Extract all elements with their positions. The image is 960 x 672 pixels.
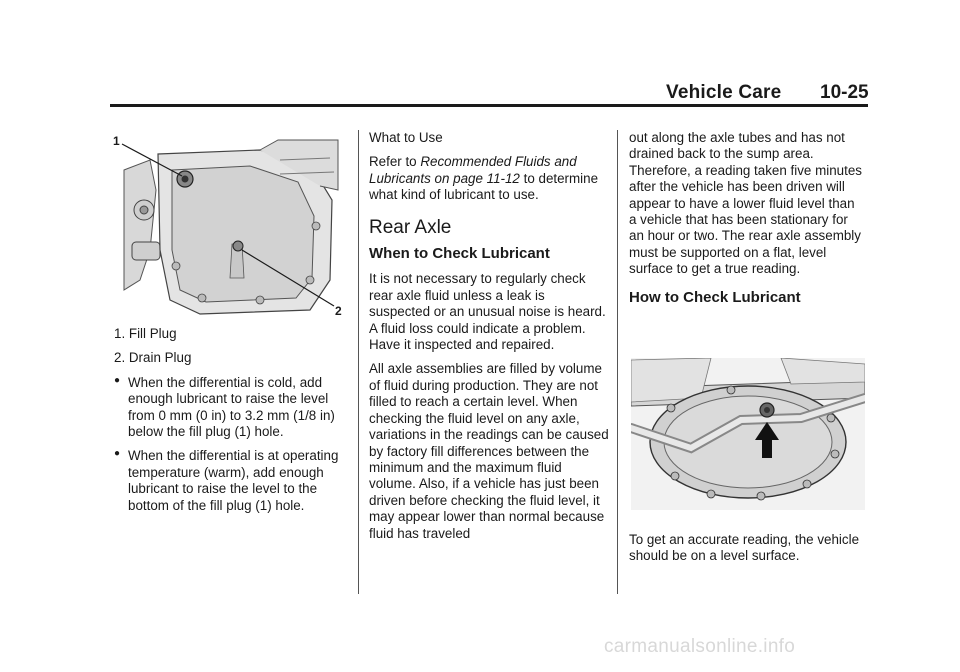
refer-prefix: Refer to <box>369 154 421 170</box>
bullet-text: When the differential is cold, add enough lubricant to raise the level from 0 mm (0 in) to 3.2 mm (1/8 in) below the fill plug (1) hole. <box>128 374 335 440</box>
bullet-dot: ● <box>114 374 121 386</box>
paragraph-continued: out along the axle tubes and has not drained back to the sump area. Therefore, a reading taken five minutes after the vehicle has been driven will appear to have a lower fluid level than a vehicle that has been stationary for an hour or two. The rear axle assembly must be supported on a flat, level surface to get a true reading. <box>629 130 862 277</box>
refer-link[interactable]: Recommended Fluids and Lubricants on page 11-12 <box>369 154 577 186</box>
figure-callout-1: 1 <box>113 134 120 148</box>
rear-axle-cover-illustration <box>631 358 865 510</box>
paragraph-axle-assemblies: All axle assemblies are filled by volume of fluid during production. They are not filled to reach a certain level. When checking the fluid level on any axle, variations in the readings can be caused by factory fill differences between the minimum and the maximum fluid volume. Also, if a vehicle has just been driven before checking the fluid level, it may appear lower than normal because fluid has traveled <box>369 361 609 541</box>
what-to-use-heading: What to Use <box>369 130 443 145</box>
list-item-drain-plug: 2. Drain Plug <box>114 350 192 366</box>
column-right-bottom-text <box>629 532 865 573</box>
figure-callout-2: 2 <box>335 304 342 318</box>
subheading-how-to-check: How to Check Lubricant <box>629 288 801 306</box>
column-divider-right <box>617 130 618 594</box>
footer-watermark: carmanualsonline.info <box>604 636 796 657</box>
bullet-item <box>114 375 350 441</box>
paragraph-accurate-reading: To get an accurate reading, the vehicle should be on a level surface. <box>629 532 860 564</box>
differential-fill-plug-illustration <box>110 130 350 320</box>
paragraph-regular-check: It is not necessary to regularly check rear axle fluid unless a leak is suspected or an unusual noise is heard. A fluid loss could indicate a problem. Have it inspected and repaired. <box>369 271 606 353</box>
header-section-title: Vehicle Care <box>666 82 782 103</box>
bullet-item <box>114 448 350 514</box>
header-rule <box>110 104 868 107</box>
list-item-fill-plug: 1. Fill Plug <box>114 326 177 341</box>
refer-suffix: to determine what kind of lubricant to use. <box>369 170 599 203</box>
column-middle-text <box>369 130 609 550</box>
header-page-number: 10-25 <box>820 82 869 103</box>
subheading-when-to-check: When to Check Lubricant <box>369 245 550 263</box>
column-divider-left <box>358 130 359 594</box>
column-right-text <box>629 130 865 315</box>
bullet-dot: ● <box>114 448 121 460</box>
section-heading-rear-axle: Rear Axle <box>369 216 452 238</box>
column-left-text <box>114 326 350 522</box>
refer-paragraph <box>369 154 609 203</box>
bullet-text: When the differential is at operating temperature (warm), add enough lubricant to raise the level to the bottom of the fill plug (1) hole. <box>128 448 339 513</box>
